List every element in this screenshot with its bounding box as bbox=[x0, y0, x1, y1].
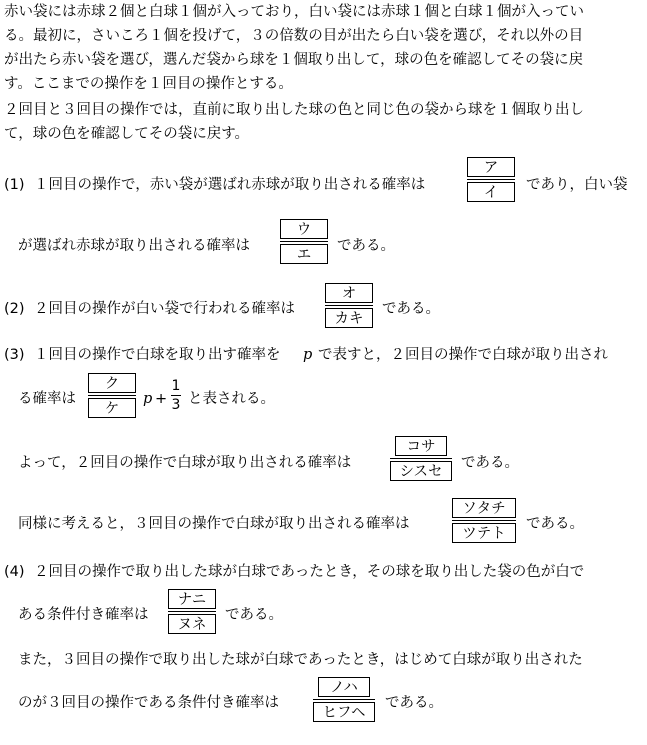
answer-box-ke[interactable]: ケ bbox=[88, 398, 136, 418]
q4-fraction-b bbox=[313, 677, 375, 722]
q3-text-d: と表される。 bbox=[188, 391, 275, 407]
q3-fraction-a bbox=[88, 373, 136, 418]
q2-fraction bbox=[325, 283, 373, 328]
q4-fraction-a bbox=[168, 589, 216, 634]
answer-box-tsutete[interactable]: ツテト bbox=[452, 523, 516, 543]
q2-number: (2) bbox=[4, 301, 25, 317]
answer-box-shisuse[interactable]: シスセ bbox=[390, 461, 452, 481]
q2-text-b: である。 bbox=[382, 301, 440, 317]
answer-box-o[interactable]: オ bbox=[325, 283, 373, 303]
q3-text-e: よって，２回目の操作で白球が取り出される確率は bbox=[18, 455, 352, 471]
answer-box-u[interactable]: ウ bbox=[280, 219, 328, 239]
q1-number: (1) bbox=[4, 177, 25, 193]
q3-one-third bbox=[171, 378, 181, 413]
q4-text-b: ある条件付き確率は bbox=[18, 607, 149, 623]
answer-box-i[interactable]: イ bbox=[467, 182, 515, 202]
q3-number: (3) bbox=[4, 347, 25, 363]
q1-text-a: １回目の操作で，赤い袋が選ばれ赤球が取り出される確率は bbox=[34, 177, 426, 193]
q3-text-a: １回目の操作で白球を取り出す確率を bbox=[34, 347, 281, 363]
intro-line-2: る。最初に，さいころ１個を投げて，３の倍数の目が出たら白い袋を選び，それ以外の目 bbox=[4, 28, 584, 44]
intro-line-4: す。ここまでの操作を１回目の操作とする。 bbox=[4, 76, 293, 92]
q3-text-h: である。 bbox=[526, 516, 584, 532]
intro-line-6: て，球の色を確認してその袋に戻す。 bbox=[4, 126, 250, 142]
q1-text-c: が選ばれ赤球が取り出される確率は bbox=[18, 238, 250, 254]
q2-text-a: ２回目の操作が白い袋で行われる確率は bbox=[34, 301, 295, 317]
answer-box-e[interactable]: エ bbox=[280, 244, 328, 264]
q3-text-f: である。 bbox=[461, 455, 519, 471]
q3-expr-p: p bbox=[143, 391, 153, 407]
q3-text-b: で表すと，２回目の操作で白球が取り出され bbox=[318, 347, 608, 363]
answer-box-kosa[interactable]: コサ bbox=[395, 436, 447, 456]
answer-box-a[interactable]: ア bbox=[467, 157, 515, 177]
q1-fraction-a bbox=[467, 157, 515, 202]
answer-box-hifuhe[interactable]: ヒフヘ bbox=[313, 702, 375, 722]
answer-box-noha[interactable]: ノハ bbox=[318, 677, 370, 697]
q1-text-b: であり，白い袋 bbox=[526, 177, 628, 193]
one-third-numerator: 1 bbox=[171, 378, 181, 394]
q1-text-d: である。 bbox=[337, 238, 395, 254]
q3-var-p: p bbox=[303, 347, 313, 363]
answer-box-sotachi[interactable]: ソタチ bbox=[452, 498, 516, 518]
answer-box-kaki[interactable]: カキ bbox=[325, 308, 373, 328]
intro-line-1: 赤い袋には赤球２個と白球１個が入っており，白い袋には赤球１個と白球１個が入ってい bbox=[4, 4, 584, 20]
q4-text-d: また，３回目の操作で取り出した球が白球であったとき，はじめて白球が取り出された bbox=[18, 652, 583, 668]
q3-plus: + bbox=[155, 391, 168, 407]
q4-number: (4) bbox=[4, 564, 25, 580]
q1-fraction-b bbox=[280, 219, 328, 264]
q4-text-e: のが３回目の操作である条件付き確率は bbox=[18, 695, 279, 711]
answer-box-nune[interactable]: ヌネ bbox=[168, 614, 216, 634]
q3-text-c: る確率は bbox=[18, 391, 76, 407]
intro-line-3: が出たら赤い袋を選び，選んだ袋から球を１個取り出して，球の色を確認してその袋に戻 bbox=[4, 52, 584, 68]
intro-line-5: ２回目と３回目の操作では，直前に取り出した球の色と同じ色の袋から球を１個取り出し bbox=[4, 102, 584, 118]
q4-text-a: ２回目の操作で取り出した球が白球であったとき，その球を取り出した袋の色が白で bbox=[34, 564, 585, 580]
q3-fraction-b bbox=[390, 436, 452, 481]
one-third-denominator: 3 bbox=[171, 397, 181, 413]
answer-box-nani[interactable]: ナニ bbox=[168, 589, 216, 609]
q4-text-f: である。 bbox=[385, 695, 443, 711]
q3-fraction-c bbox=[452, 498, 516, 543]
q3-text-g: 同様に考えると，３回目の操作で白球が取り出される確率は bbox=[18, 516, 410, 532]
q4-text-c: である。 bbox=[225, 607, 283, 623]
answer-box-ku[interactable]: ク bbox=[88, 373, 136, 393]
